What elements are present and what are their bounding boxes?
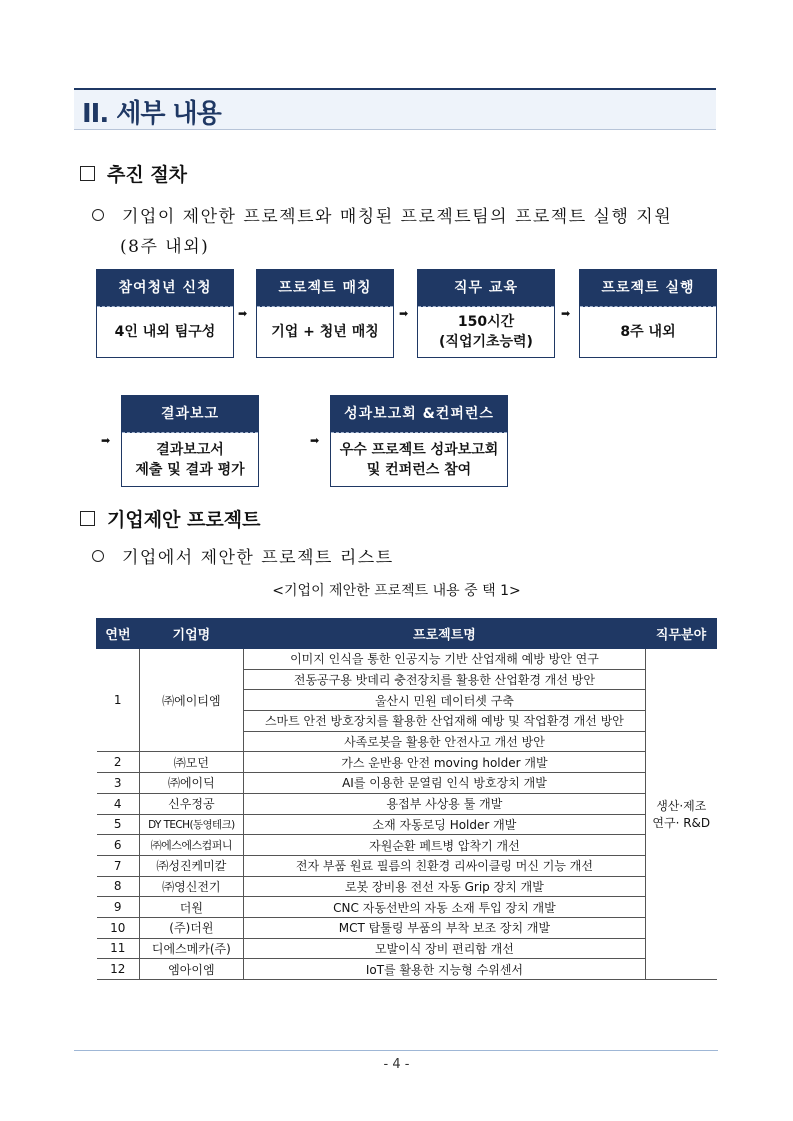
step-body: 우수 프로젝트 성과보고회 및 컨퍼런스 참여	[339, 441, 499, 478]
arrow-right-icon: ➡	[101, 434, 111, 447]
column-header: 연번	[97, 619, 140, 649]
section-header	[74, 88, 716, 130]
step-title: 프로젝트 실행	[580, 270, 716, 307]
row-number: 9	[97, 897, 140, 918]
company-name: ㈜영신전기	[139, 876, 243, 897]
row-number: 2	[97, 752, 140, 773]
company-name: (주)더윈	[139, 917, 243, 938]
arrow-right-icon: ➡	[399, 307, 409, 320]
project-name: 용접부 사상용 툴 개발	[243, 793, 645, 814]
table-row	[97, 897, 717, 918]
footer-divider	[74, 1050, 718, 1051]
table-row	[97, 814, 717, 835]
row-number: 11	[97, 938, 140, 959]
step-apply	[96, 269, 234, 358]
project-name: 모발이식 장비 편리함 개선	[243, 938, 645, 959]
project-name: CNC 자동선반의 자동 소재 투입 장치 개발	[243, 897, 645, 918]
table-row	[97, 793, 717, 814]
step-body: 4인 내외 팀구성	[114, 324, 216, 340]
company-name: 더원	[139, 897, 243, 918]
company-name: ㈜에이딕	[139, 773, 243, 794]
procedure-bullet-cont: (8주 내외)	[120, 237, 210, 257]
project-name: 자원순환 페트병 압착기 개선	[243, 835, 645, 856]
arrow-right-icon: ➡	[310, 434, 320, 447]
page-number: - 4 -	[383, 1057, 410, 1072]
table-row	[97, 649, 717, 670]
procedure-bullet: 기업이 제안한 프로젝트와 매칭된 프로젝트팀의 프로젝트 실행 지원	[92, 202, 672, 227]
step-title: 성과보고회 &컨퍼런스	[331, 396, 507, 433]
row-number: 4	[97, 793, 140, 814]
row-number: 5	[97, 814, 140, 835]
project-name: 이미지 인식을 통한 인공지능 기반 산업재해 예방 방안 연구	[243, 649, 645, 670]
table-row	[97, 752, 717, 773]
step-title: 직무 교육	[418, 270, 554, 307]
column-header: 직무분야	[646, 619, 717, 649]
project-name: 소재 자동로딩 Holder 개발	[243, 814, 645, 835]
company-name: ㈜성진케미칼	[139, 855, 243, 876]
company-name: ㈜에스에스컴퍼니	[139, 835, 243, 856]
project-name: MCT 탑툴링 부품의 부착 보조 장치 개발	[243, 917, 645, 938]
square-bullet-icon	[80, 166, 95, 181]
row-number: 10	[97, 917, 140, 938]
table-header-row	[97, 619, 717, 649]
step-conference	[330, 395, 508, 487]
project-name: IoT를 활용한 지능형 수위센서	[243, 959, 645, 980]
arrow-right-icon: ➡	[238, 307, 248, 320]
circle-bullet-icon	[92, 550, 104, 562]
table-row	[97, 855, 717, 876]
project-name: AI를 이용한 문열림 인식 방호장치 개발	[243, 773, 645, 794]
row-number: 12	[97, 959, 140, 980]
project-name: 스마트 안전 방호장치를 활용한 산업재해 예방 및 작업환경 개선 방안	[243, 711, 645, 732]
table-row	[97, 773, 717, 794]
project-name: 사족로봇을 활용한 안전사고 개선 방안	[243, 731, 645, 752]
row-number: 1	[97, 649, 140, 752]
project-name: 전동공구용 밧데리 충전장치를 활용한 산업환경 개선 방안	[243, 669, 645, 690]
project-name: 가스 운반용 안전 moving holder 개발	[243, 752, 645, 773]
company-name: ㈜모던	[139, 752, 243, 773]
arrow-right-icon: ➡	[561, 307, 571, 320]
square-bullet-icon	[80, 511, 95, 526]
step-execution	[579, 269, 717, 358]
step-title: 참여청년 신청	[97, 270, 233, 307]
column-header: 프로젝트명	[243, 619, 645, 649]
row-number: 6	[97, 835, 140, 856]
projects-table	[96, 618, 717, 980]
table-row	[97, 959, 717, 980]
company-name: 엠아이엠	[139, 959, 243, 980]
project-name: 울산시 민원 데이터셋 구축	[243, 690, 645, 711]
projects-heading: 기업제안 프로젝트	[80, 505, 260, 532]
step-matching	[256, 269, 394, 358]
table-row	[97, 917, 717, 938]
projects-bullet: 기업에서 제안한 프로젝트 리스트	[92, 543, 394, 568]
procedure-heading: 추진 절차	[80, 160, 187, 187]
step-body: 150시간 (직업기초능력)	[439, 314, 533, 350]
company-name: 디에스메카(주)	[139, 938, 243, 959]
row-number: 7	[97, 855, 140, 876]
step-title: 결과보고	[122, 396, 258, 433]
step-report	[121, 395, 259, 487]
project-name: 로봇 장비용 전선 자동 Grip 장치 개발	[243, 876, 645, 897]
company-name: ㈜에이티엠	[139, 649, 243, 752]
company-name: 신우정공	[139, 793, 243, 814]
step-training	[417, 269, 555, 358]
company-name: DY TECH(동영테크)	[139, 814, 243, 835]
step-body: 기업 + 청년 매칭	[271, 324, 379, 340]
step-body: 8주 내외	[620, 324, 676, 340]
table-row	[97, 938, 717, 959]
table-row	[97, 876, 717, 897]
job-field: 생산·제조 연구· R&D	[646, 649, 717, 980]
project-name: 전자 부품 원료 필름의 친환경 리싸이클링 머신 기능 개선	[243, 855, 645, 876]
section-title: II. 세부 내용	[82, 99, 221, 129]
row-number: 8	[97, 876, 140, 897]
table-caption: <기업이 제안한 프로젝트 내용 중 택 1>	[272, 583, 521, 599]
step-title: 프로젝트 매칭	[257, 270, 393, 307]
table-row	[97, 835, 717, 856]
step-body: 결과보고서 제출 및 결과 평가	[135, 441, 245, 478]
row-number: 3	[97, 773, 140, 794]
column-header: 기업명	[139, 619, 243, 649]
circle-bullet-icon	[92, 209, 104, 221]
